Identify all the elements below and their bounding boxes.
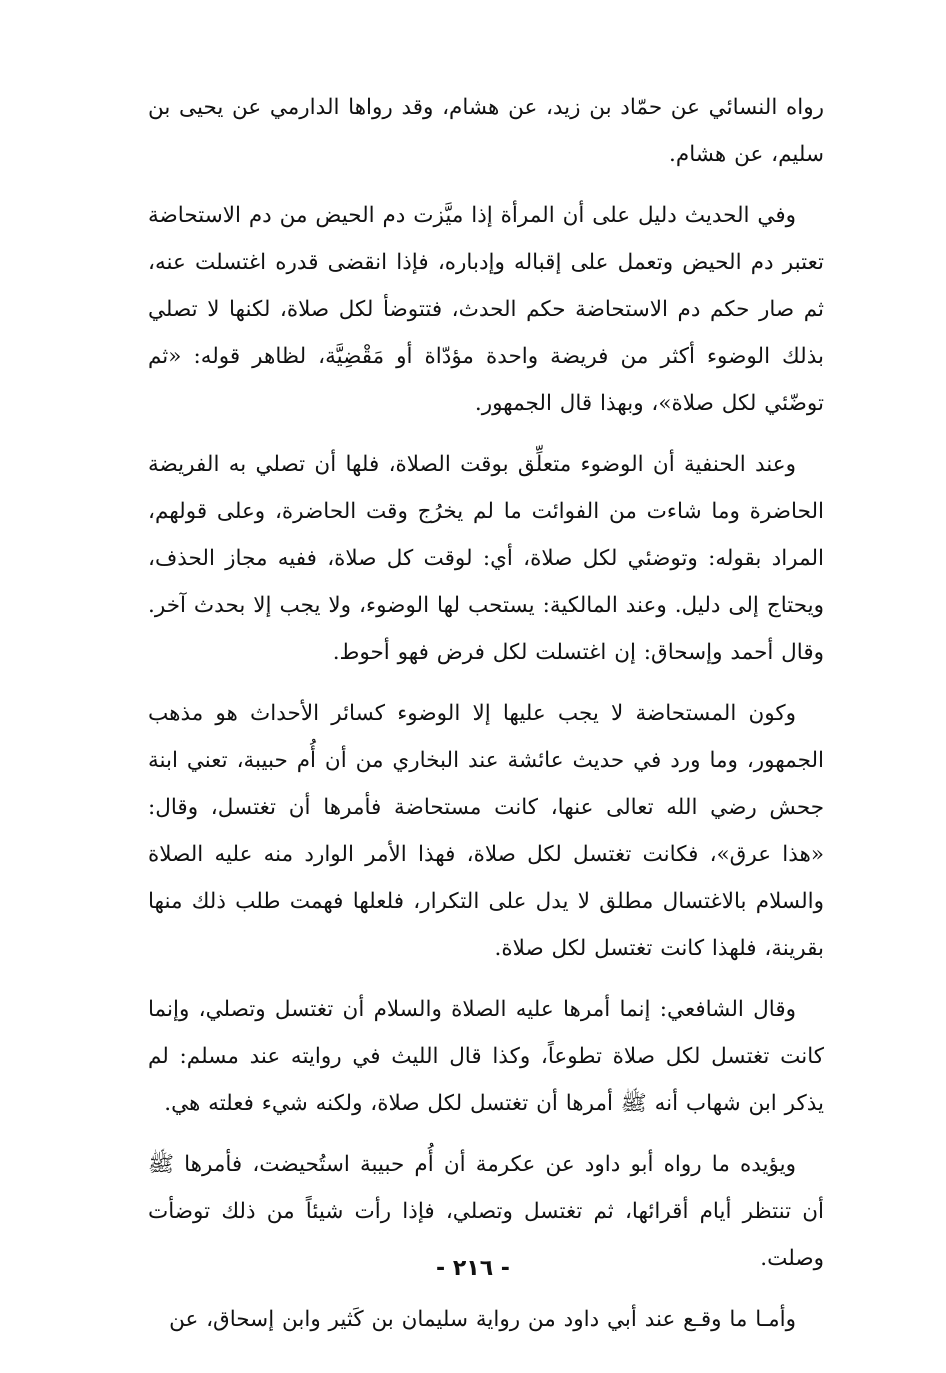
paragraph-3: وعند الحنفية أن الوضوء متعلِّق بوقت الصلاة، فلها أن تصلي به الفريضة الحاضرة وما شاءت من الفوائت ما لم يخرُج وقت الحاضرة، وعلى قولهم، المراد بقوله: وتوضئي لكل صلاة، أي: لوقت كل صلاة، ففيه مجاز الحذف، ويحتاج إلى دليل. وعند المالكية: يستحب لها الوضوء، ولا يجب إلا بحدث آخر. وقال أحمد وإسحاق: إن اغتسلت لكل فرض فهو أحوط. [148,452,824,665]
paragraph-1: رواه النسائي عن حمّاد بن زيد، عن هشام، وقد رواها الدارمي عن يحيى بن سليم، عن هشام. [148,95,824,167]
paragraph-5: وقال الشافعي: إنما أمرها عليه الصلاة والسلام أن تغتسل وتصلي، وإنما كانت تغتسل لكل صلاة تطوعاً، وكذا قال الليث في روايته عند مسلم: لم يذكر ابن شهاب أنه ﷺ أمرها أن تغتسل لكل صلاة، ولكنه شيء فعلته هي. [148,997,824,1116]
page-number: - ٢١٦ - [436,1256,510,1281]
body-text [148,84,824,1357]
paragraph-2: وفي الحديث دليل على أن المرأة إذا ميَّزت دم الحيض من دم الاستحاضة تعتبر دم الحيض وتعمل على إقباله وإدباره، فإذا انقضى قدره اغتسلت عنه، ثم صار حكم دم الاستحاضة حكم الحدث، فتتوضأ لكل صلاة، لكنها لا تصلي بذلك الوضوء أكثر من فريضة واحدة مؤدّاة أو مَقْضِيَّة، لظاهر قوله: «ثم توضّئي لكل صلاة»، وبهذا قال الجمهور. [148,203,824,416]
paragraph-4: وكون المستحاضة لا يجب عليها إلا الوضوء كسائر الأحداث هو مذهب الجمهور، وما ورد في حديث عائشة عند البخاري من أن أُم حبيبة، تعني ابنة جحش رضي الله تعالى عنها، كانت مستحاضة فأمرها أن تغتسل، وقال: «هذا عرق»، فكانت تغتسل لكل صلاة، فهذا الأمر الوارد منه عليه الصلاة والسلام بالاغتسال مطلق لا يدل على التكرار، فلعلها فهمت طلب ذلك منها بقرينة، فلهذا كانت تغتسل لكل صلاة. [148,701,824,961]
paragraph-6: ويؤيده ما رواه أبو داود عن عكرمة أن أُم حبيبة استُحيضت، فأمرها ﷺ أن تنتظر أيام أقرائها، ثم تغتسل وتصلي، فإذا رأت شيئاً من ذلك توضأت وصلت. [148,1152,824,1271]
paragraph-7: وأمـا ما وقـع عند أبي داود من رواية سليمان بن كَثير وابن إسحاق، عن [169,1307,796,1332]
